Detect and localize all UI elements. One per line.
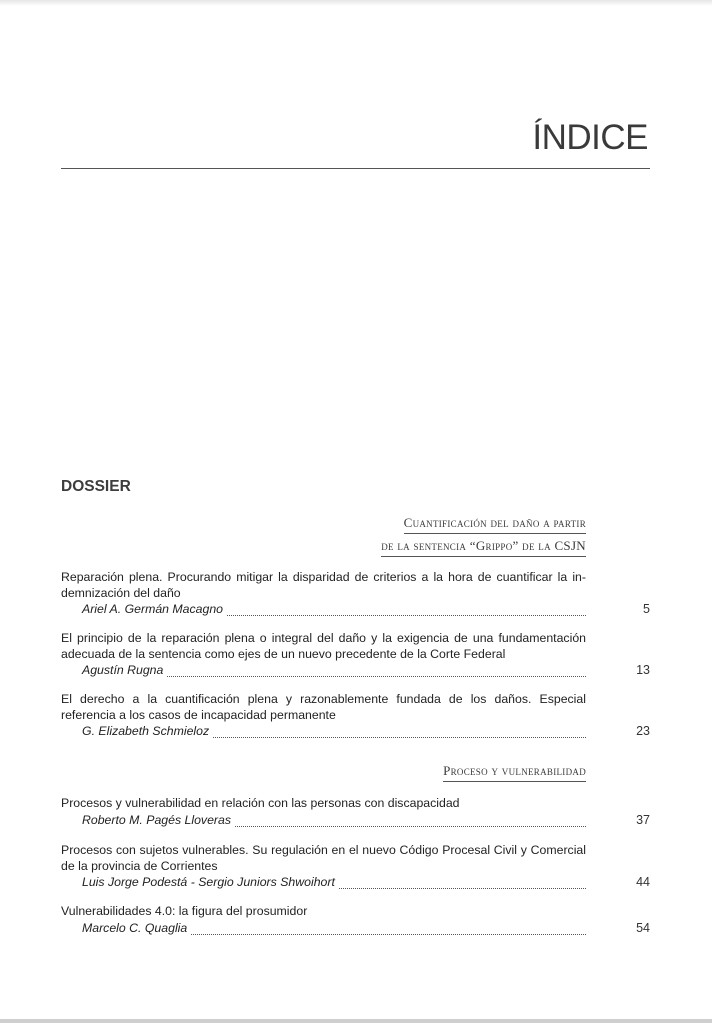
dossier-heading: DOSSIER [61,478,131,495]
entry-title: Procesos con sujetos vulnerables. Su regulación en el nuevo Código Procesal Civil y Comercial de la provincia de Corrientes [61,843,586,873]
entry-title: Reparación plena. Procurando mitigar la disparidad de criterios a la hora de cuantificar la in-demnización del daño [61,570,586,600]
entry-page-number: 5 [643,602,650,616]
section-heading-proceso [443,761,586,782]
section-heading-cuantificacion [381,513,586,557]
top-shade [0,0,712,6]
entry-author: Agustín Rugna [82,662,166,678]
entry-title: El derecho a la cuantificación plena y razonablemente fundada de los daños. Especial referencia a los casos de incapacidad permanente [61,692,586,722]
entry-page-number: 23 [636,724,650,738]
entry-author: G. Elizabeth Schmieloz [82,723,212,739]
toc-entry[interactable] [61,904,650,936]
entry-page-number: 13 [636,663,650,677]
toc-entry[interactable] [61,796,650,828]
entry-title: Vulnerabilidades 4.0: la figura del prosumidor [61,904,308,918]
entry-author: Marcelo C. Quaglia [82,920,190,936]
entry-title: Procesos y vulnerabilidad en relación con las personas con discapacidad [61,796,460,810]
entry-author: Ariel A. Germán Macagno [82,601,226,617]
section-heading-line: Proceso y vulnerabilidad [443,761,586,782]
entry-author: Roberto M. Pagés Lloveras [82,812,234,828]
toc-entry[interactable] [61,692,650,739]
entry-page-number: 54 [636,920,650,935]
entry-page-number: 44 [636,875,650,889]
entry-page-number: 37 [636,812,650,827]
toc-entry[interactable] [61,631,650,678]
toc-entry[interactable] [61,570,650,617]
entry-title: El principio de la reparación plena o integral del daño y la exigencia de una fundamentación adecuada de la sentencia como ejes de un nuevo precedente de la Corte Federal [61,631,586,661]
toc-entry[interactable] [61,843,650,890]
entry-author: Luis Jorge Podestá - Sergio Juniors Shwoihort [82,874,338,890]
page-title: ÍNDICE [532,118,648,157]
bottom-edge [0,1019,712,1023]
section-heading-line: Cuantificación del daño a partir [404,513,586,534]
title-rule [61,168,650,169]
section-heading-line: de la sentencia “Grippo” de la CSJN [381,536,586,557]
